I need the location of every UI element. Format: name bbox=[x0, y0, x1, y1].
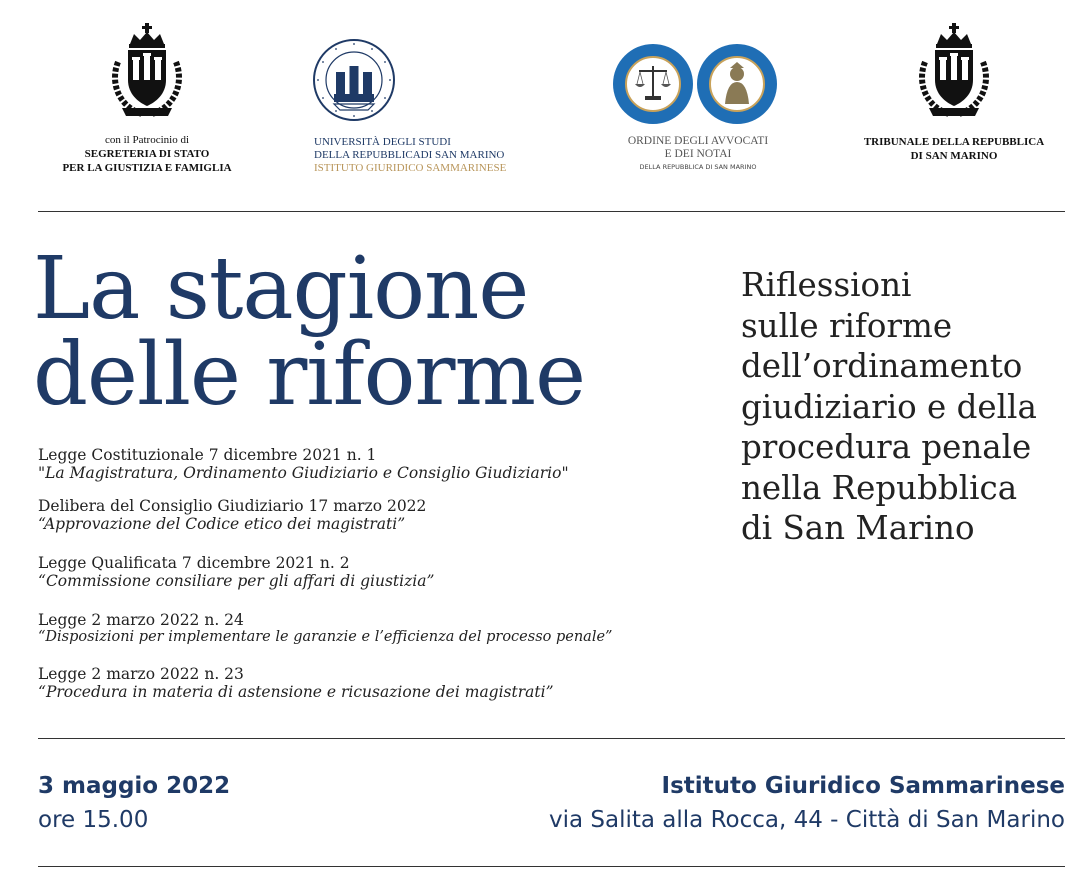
university-seal-icon bbox=[312, 38, 396, 122]
middle-divider bbox=[38, 738, 1065, 739]
title-line-1: La stagione bbox=[33, 239, 529, 339]
subtitle-line: sulle riforme bbox=[741, 306, 953, 345]
subtitle-line: di San Marino bbox=[741, 509, 975, 547]
law-description-text: Approvazione del Codice etico dei magistrati bbox=[43, 515, 398, 533]
law-item bbox=[38, 497, 738, 554]
ordine-line1: ORDINE DEGLI AVVOCATI bbox=[627, 135, 769, 147]
close-quote: ” bbox=[426, 572, 435, 590]
subtitle-line: giudiziario e della bbox=[741, 387, 1037, 426]
law-name: Legge 2 marzo 2022 n. 24 bbox=[38, 611, 244, 629]
law-description-text: Procedura in materia di astensione e ricusazione dei magistrati bbox=[45, 683, 546, 701]
san-marino-coat-of-arms-icon bbox=[104, 22, 190, 122]
close-quote: ” bbox=[545, 683, 554, 701]
law-description-text: Disposizioni per implementare le garanzie e l’efficienza del processo penale bbox=[45, 629, 606, 645]
logo-universita bbox=[312, 38, 562, 188]
title-line-2: delle riforme bbox=[33, 325, 585, 425]
subtitle-line: Riflessioni bbox=[741, 266, 912, 304]
close-quote: ” bbox=[605, 629, 613, 645]
tribunale-line1: TRIBUNALE DELLA REPUBBLICA bbox=[863, 136, 1045, 148]
close-quote: ” bbox=[397, 515, 406, 533]
subtitle-line: nella Repubblica bbox=[741, 468, 1018, 507]
law-description bbox=[38, 572, 738, 590]
tribunale-line2: DI SAN MARINO bbox=[910, 149, 998, 162]
bottom-divider bbox=[38, 866, 1065, 867]
ordine-avvocati-notai-icon bbox=[611, 40, 781, 128]
segreteria-dept: PER LA GIUSTIZIA E FAMIGLIA bbox=[62, 161, 232, 174]
law-description bbox=[38, 515, 738, 533]
ordine-line2: E DEI NOTAI bbox=[664, 147, 732, 160]
universita-line2: DELLA REPUBBLICADI SAN MARINO bbox=[314, 149, 505, 162]
top-divider bbox=[38, 211, 1065, 212]
law-description bbox=[38, 683, 738, 701]
logo-ordine bbox=[603, 40, 793, 190]
law-name: Legge Costituzionale 7 dicembre 2021 n. 1 bbox=[38, 446, 377, 464]
law-name: Legge 2 marzo 2022 n. 23 bbox=[38, 665, 244, 683]
segreteria-name: SEGRETERIA DI STATO bbox=[84, 147, 210, 160]
laws-list bbox=[38, 446, 738, 716]
patrocinio-label: con il Patrocinio di bbox=[104, 134, 189, 146]
law-item bbox=[38, 554, 738, 611]
open-quote: “ bbox=[38, 515, 44, 533]
open-quote: “ bbox=[38, 629, 46, 645]
universita-line1: UNIVERSITÀ DEGLI STUDI bbox=[314, 136, 451, 148]
open-quote: " bbox=[38, 464, 46, 482]
law-description-text: La Magistratura, Ordinamento Giudiziario e Consiglio Giudiziario bbox=[45, 464, 562, 482]
page-title bbox=[33, 239, 753, 425]
event-address: via Salita alla Rocca, 44 - Città di San Marino bbox=[548, 807, 1065, 833]
open-quote: “ bbox=[38, 572, 46, 590]
ordine-line3: DELLA REPUBBLICA DI SAN MARINO bbox=[639, 163, 757, 172]
law-description bbox=[38, 629, 738, 645]
istituto-line: ISTITUTO GIURIDICO SAMMARINESE bbox=[314, 162, 507, 175]
law-description bbox=[38, 464, 738, 482]
event-time: ore 15.00 bbox=[38, 807, 149, 833]
san-marino-coat-of-arms-icon bbox=[911, 22, 997, 122]
logo-segreteria bbox=[38, 22, 256, 187]
open-quote: “ bbox=[38, 683, 46, 701]
close-quote: " bbox=[561, 464, 569, 482]
law-item bbox=[38, 446, 738, 497]
law-item bbox=[38, 611, 738, 665]
law-item bbox=[38, 665, 738, 716]
subtitle-block bbox=[741, 265, 1081, 549]
law-name: Delibera del Consiglio Giudiziario 17 marzo 2022 bbox=[38, 497, 427, 515]
subtitle-line: procedura penale bbox=[741, 428, 1032, 466]
subtitle-line: dell’ordinamento bbox=[741, 347, 1023, 385]
event-date: 3 maggio 2022 bbox=[38, 773, 231, 799]
logo-tribunale bbox=[838, 22, 1070, 172]
law-name: Legge Qualificata 7 dicembre 2021 n. 2 bbox=[38, 554, 350, 572]
event-venue: Istituto Giuridico Sammarinese bbox=[661, 773, 1065, 799]
law-description-text: Commissione consiliare per gli affari di giustizia bbox=[45, 572, 427, 590]
